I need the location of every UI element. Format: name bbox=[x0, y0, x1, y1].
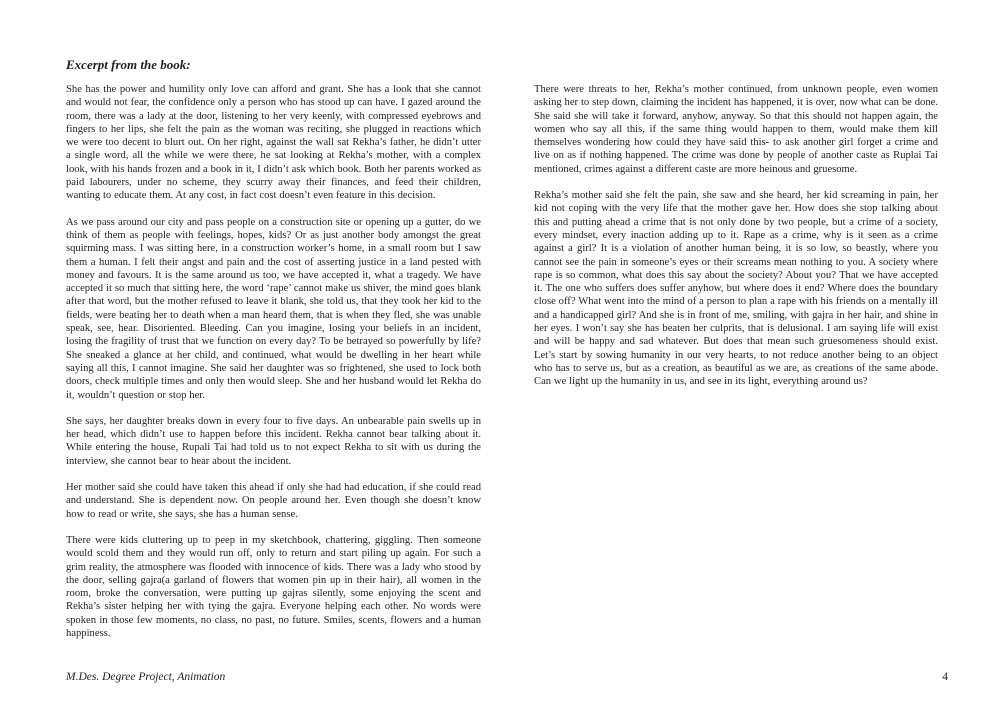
page-footer bbox=[66, 671, 948, 683]
excerpt-paragraph: She says, her daughter breaks down in every four to five days. An unbearable pain swells up in her head, which didn’t use to happen before this incident. Rekha cannot bear talking about it. While entering the house, Rupali Tai had told us to not expect Rekha to sit with us during the interview, she cannot bear to hear about the incident. bbox=[66, 415, 481, 467]
excerpt-paragraph: As we pass around our city and pass people on a construction site or opening up a gutter, do we think of them as people with feelings, hopes, kids? Or as just another body amongst the great squirming mass. I was sitting here, in a construction worker’s home, in a small room but I saw them a human. I felt their angst and pain and the cost of asserting justice in a land pested with money and favours. It is the same around us too, we have accepted it, what a tragedy. We have accepted it so much that sitting here, the word ‘rape’ cannot make us shiver, the mind goes blank after that word, but the mother refused to leave it blank, she told us, that they took her kid to the fields, were beating her to death when a man heard them, that is when they fled, she was unable speak, see, hear. Disoriented. Bleeding. Can you imagine, losing your beliefs in an incident, losing the fragility of trust that we function on every day? To be betrayed so powerfully by life? She sneaked a glance at her child, and continued, what would be dwelling in her heart while saying all this, I cannot imagine. She said her daughter was so frightened, she used to lock both doors, check multiple times and only then would sleep. She and her husband would let Rekha do it, wouldn’t question or stop her. bbox=[66, 216, 481, 401]
right-column bbox=[534, 57, 938, 653]
excerpt-paragraph: Rekha’s mother said she felt the pain, she saw and she heard, her kid screaming in pain, her kid not coping with the very life that the mother gave her. How does she stop talking about this and putting ahead a crime that is not only done by two people, but a crime of a society, every mindset, every inaction adding up to it. Rape as a crime, why is it seen as a crime against a girl? It is a violation of another human being, it is so low, so beastly, where you cannot see the pain in someone’s eyes or their screams mean nothing to you. A society where rape is so common, what does this say about the society? About you? That we have accepted it. The one who suffers does suffer anyhow, but where does it end? Where does the boundary close off? What went into the mind of a person to plan a rape with his friends on a mentally ill and a handicapped girl? And she is in front of me, smiling, with gajra in her hair, and shine in her eyes. I won’t say she has beaten her culprits, that is delusional. I am saying life will exist and will be happy and sad whatever. But does that mean such gruesomeness should exist. Let’s start by sowing humanity in our very hearts, to not reduce another being to an object who has to serve us, but as a creation, as beautiful as we are, as creations of the same abode. Can we light up the humanity in us, and see in its light, everything around us? bbox=[534, 190, 938, 388]
excerpt-paragraph: There were threats to her, Rekha’s mother continued, from unknown people, even women asking her to step down, claiming the incident has happened, it is over, now what can be done. She said she will take it forward, anyhow, anyway. So that this should not happen again, the women who say all this, if the same thing would happen to them, would make them kill themselves wondering how could they have said this- to ask another girl forget a crime and live on as if nothing happened. The crime was done by people of another caste as Ruplai Tai mentioned, crimes against a different caste are more heinous and gruesome. bbox=[534, 84, 938, 175]
page-number: 4 bbox=[942, 671, 948, 683]
footer-project-label: M.Des. Degree Project, Animation bbox=[66, 671, 226, 683]
left-column bbox=[66, 57, 481, 653]
page-title: Excerpt from the book: bbox=[66, 57, 191, 72]
excerpt-paragraph: There were kids cluttering up to peep in my sketchbook, chattering, giggling. Then someone would scold them and they would run off, only to return and start piling up again. For such a grim reality, the atmosphere was flooded with innocence of kids. There was a lady who stood by the door, selling gajra(a garland of flowers that women pin up in their hair), all women in the room, broke the conversation, were putting up gajras silently, some enjoying the scent and Rekha’s sister helping her with tying the gajra. Everyone helping each other. No words were spoken in those few moments, no class, no past, no future. Smiles, scents, flowers and a human happiness. bbox=[66, 534, 481, 639]
excerpt-paragraph: Her mother said she could have taken this ahead if only she had had education, if she could read and understand. She is dependent now. On people around her. Even though she doesn’t know how to read or write, she says, she has a human sense. bbox=[66, 482, 481, 520]
excerpt-paragraph: She has the power and humility only love can afford and grant. She has a look that she cannot and would not fear, the confidence only a person who has stood up can have. I gazed around the room, there was a lady at the door, listening to her very keenly, with compressed eyebrows and fingers to her lips, she felt the pain as the woman was reciting, she plugged in reactions which we were too decent to blurt out. On her right, against the wall sat Rekha’s father, he didn’t utter a single word, all the while we were there, he sat looking at Rekha’s mother, with a complex look, with his hands frozen and a book in it, I didn’t ask which book. Both her parents worked as paid labourers, under no scheme, they scurry away their finances, and feed their children, wanting to educate them. At any cost, in fact cost doesn’t even feature in this decision. bbox=[66, 84, 481, 202]
